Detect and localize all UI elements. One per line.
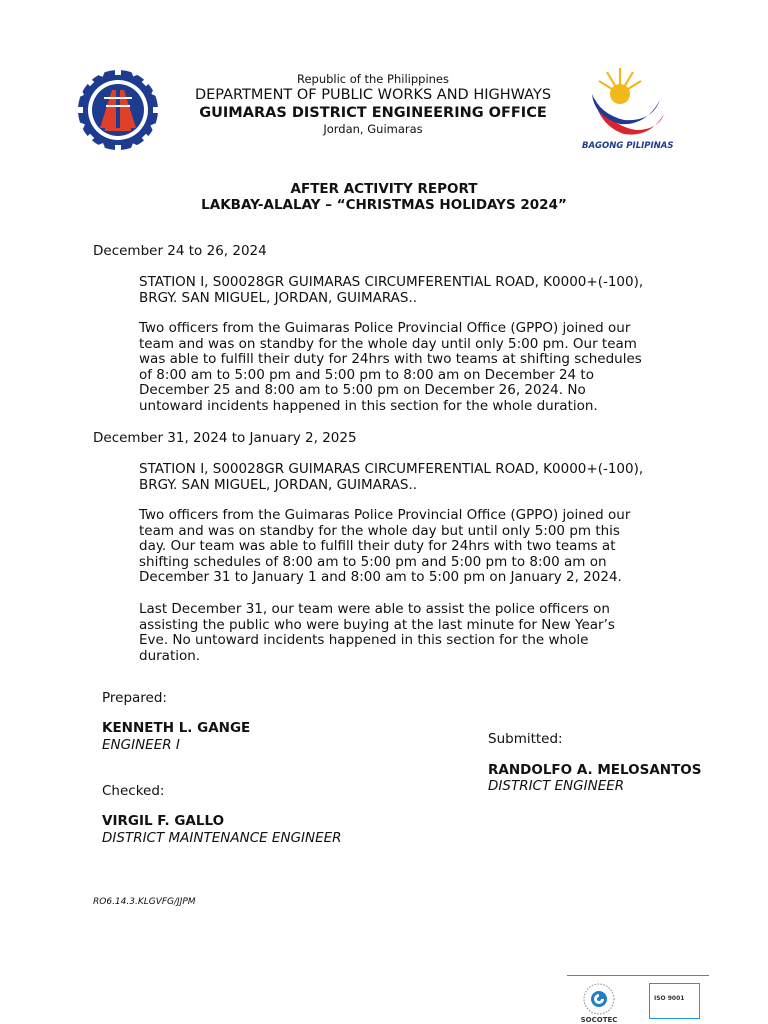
- section2-paragraph2: Last December 31, our team were able to assist the police officers on assisting the public who were buying at the last minute for New Year’s Eve. No untoward incidents happened in this section for the whole duration.: [139, 601, 615, 664]
- iso-certification-badge: [567, 975, 709, 1024]
- letterhead: [160, 72, 586, 136]
- reference-code: RO6.14.3.KLGVFG/JJPM: [93, 897, 196, 907]
- report-subtitle: LAKBAY-ALALAY – “CHRISTMAS HOLIDAYS 2024”: [201, 197, 567, 213]
- submitted-label: Submitted:: [488, 731, 563, 747]
- iso-box: [649, 983, 700, 1019]
- bagong-pilipinas-caption: BAGONG PILIPINAS: [582, 141, 674, 151]
- checked-name: VIRGIL F. GALLO: [102, 813, 225, 829]
- section1-paragraph: Two officers from the Guimaras Police Provincial Office (GPPO) joined our team and was on standby for the whole day until only 5:00 pm. Our team was able to fulfill their duty for 24hrs with two teams at shifting schedules of 8:00 am to 5:00 pm and 5:00 pm to 8:00 am on December 24 to December 25 and 8:00 am to 5:00 pm on December 26, 2024. No untoward incidents happened in this section for the whole duration.: [139, 320, 642, 414]
- checked-label: Checked:: [102, 783, 165, 799]
- checked-title: DISTRICT MAINTENANCE ENGINEER: [102, 830, 342, 846]
- badge-divider: [567, 975, 709, 976]
- prepared-name: KENNETH L. GANGE: [102, 720, 251, 736]
- section2-station: STATION I, S00028GR GUIMARAS CIRCUMFERENTIAL ROAD, K0000+(-100), BRGY. SAN MIGUEL, JORDAN, GUIMARAS..: [139, 461, 644, 493]
- section2-date: December 31, 2024 to January 2, 2025: [93, 430, 357, 446]
- section2-paragraph1: Two officers from the Guimaras Police Provincial Office (GPPO) joined our team and was on standby for the whole day but until only 5:00 pm this day. Our team was able to fulfill their duty for 24hrs with two teams at shifting schedules of 8:00 am to 5:00 pm and 5:00 pm to 8:00 am on December 31 to January 1 and 8:00 am to 5:00 pm on January 2, 2024.: [139, 507, 631, 585]
- dpwh-seal-logo: [76, 68, 160, 152]
- section1-station: STATION I, S00028GR GUIMARAS CIRCUMFERENTIAL ROAD, K0000+(-100), BRGY. SAN MIGUEL, JORDAN, GUIMARAS..: [139, 274, 644, 306]
- section1-date: December 24 to 26, 2024: [93, 243, 267, 259]
- prepared-label: Prepared:: [102, 690, 167, 706]
- submitted-title: DISTRICT ENGINEER: [488, 778, 625, 794]
- socotec-label: SOCOTEC: [580, 1016, 618, 1024]
- bagong-pilipinas-logo: [580, 64, 676, 154]
- header-republic: Republic of the Philippines: [296, 72, 450, 86]
- header-department: DEPARTMENT OF PUBLIC WORKS AND HIGHWAYS: [194, 87, 552, 103]
- iso-label: ISO 9001: [654, 995, 685, 1002]
- prepared-title: ENGINEER I: [102, 737, 180, 753]
- socotec-logo: [573, 981, 625, 1024]
- header-office: GUIMARAS DISTRICT ENGINEERING OFFICE: [199, 105, 547, 121]
- submitted-name: RANDOLFO A. MELOSANTOS: [488, 762, 702, 778]
- report-title: AFTER ACTIVITY REPORT: [290, 181, 478, 197]
- header-location: Jordan, Guimaras: [323, 122, 423, 136]
